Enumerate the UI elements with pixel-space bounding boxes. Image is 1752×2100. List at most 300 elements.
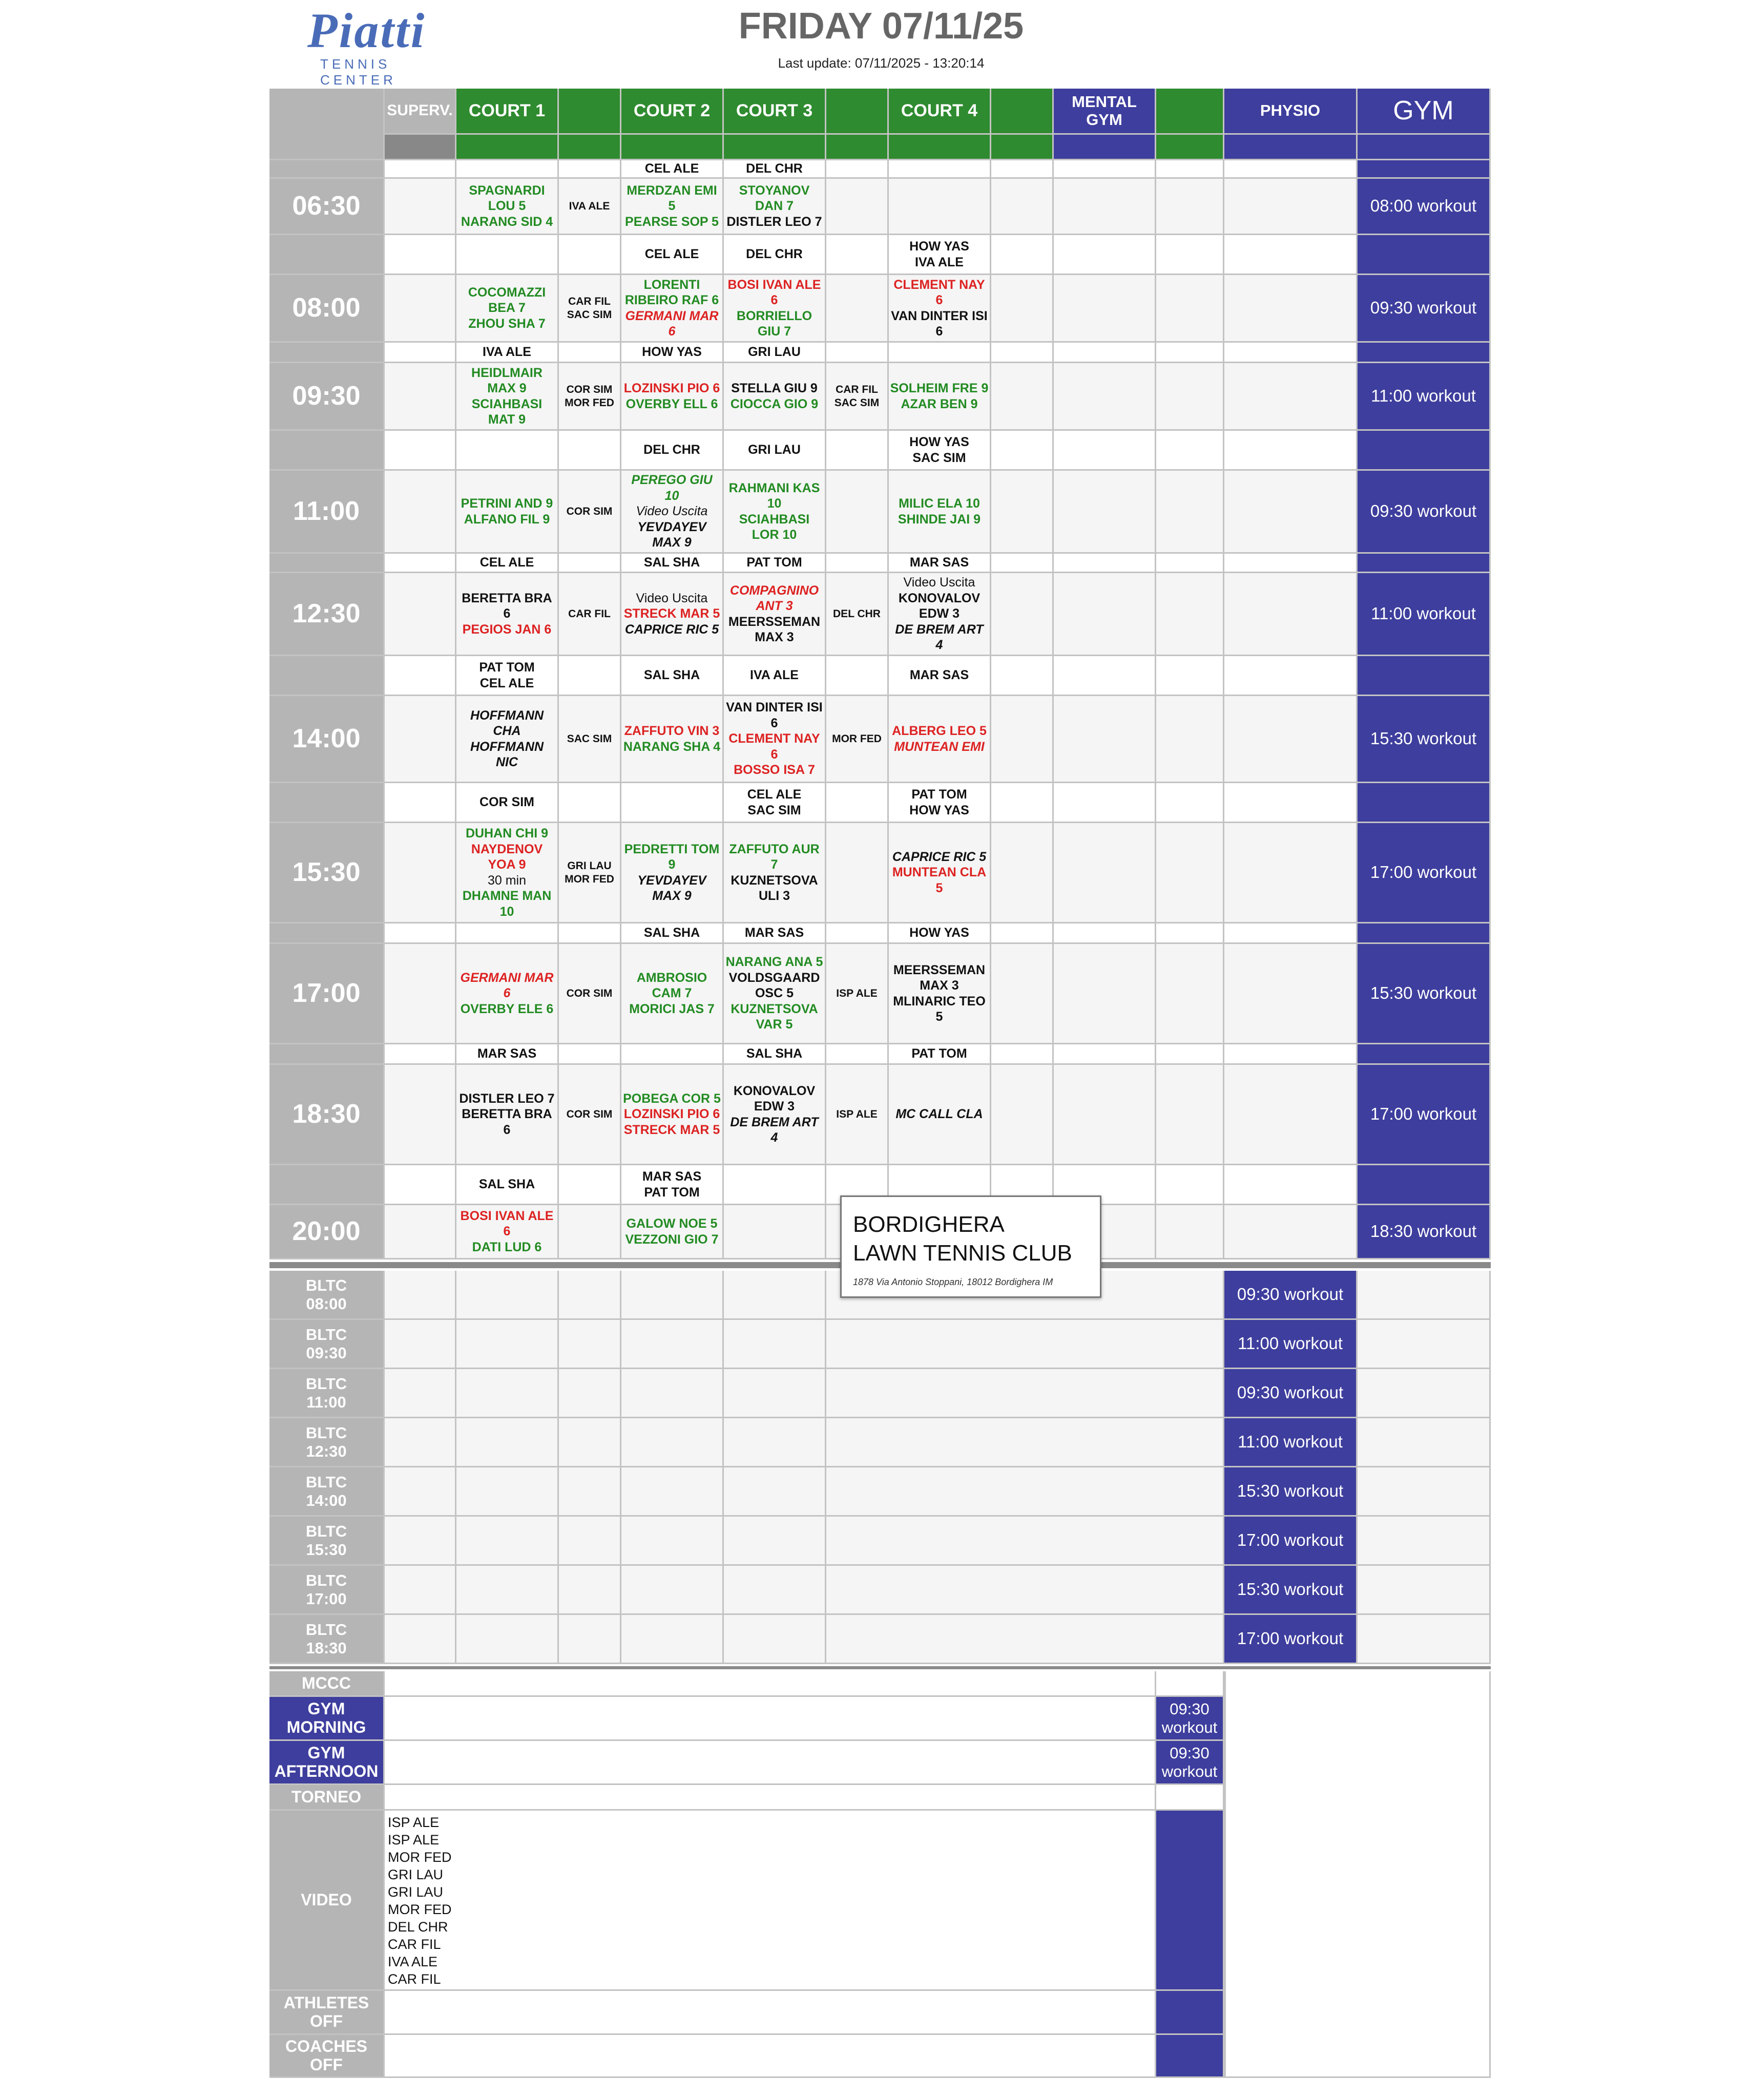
player: STOYANOV DAN 7 (739, 183, 810, 214)
cell (724, 1271, 826, 1320)
court3-cell[interactable] (724, 471, 826, 554)
coach-cell[interactable]: CAR FIL (559, 573, 621, 656)
physio-cell (1224, 573, 1358, 656)
bltc-physio-workout[interactable]: 11:00 workout (1224, 1418, 1358, 1467)
player: CAPRICE RIC 5 (624, 622, 719, 637)
court3-cell[interactable] (724, 1205, 826, 1259)
coach-cell[interactable]: PAT TOM (724, 554, 826, 573)
gym-workout[interactable]: 11:00 workout (1358, 363, 1491, 431)
bltc-time-label (269, 1566, 385, 1615)
player: AZAR BEN 9 (901, 396, 978, 411)
coach-cell[interactable]: DEL CHR (826, 573, 889, 656)
coach-cell[interactable] (559, 363, 621, 431)
court1-cell[interactable] (456, 471, 559, 554)
coach-cell[interactable] (559, 275, 621, 343)
cell (991, 235, 1054, 275)
court3-cell[interactable] (724, 179, 826, 235)
court4-cell[interactable] (889, 944, 991, 1044)
player: MORICI JAS 7 (629, 1001, 715, 1016)
coaches-off-side-cell (1156, 2035, 1224, 2078)
player: MEERSSEMAN MAX 3 (728, 614, 821, 644)
coach-cell[interactable] (889, 235, 991, 275)
player: SPAGNARDI LOU 5 (469, 183, 545, 214)
gym-afternoon-workout[interactable]: 09:30 workout (1156, 1741, 1224, 1785)
court2-cell[interactable] (621, 1205, 724, 1259)
bltc-physio-workout[interactable]: 09:30 workout (1224, 1369, 1358, 1418)
gym-cell (1358, 656, 1491, 696)
cell (889, 343, 991, 363)
player: SCIAHBASI LOR 10 (739, 512, 810, 542)
court3-cell[interactable] (724, 823, 826, 923)
cell (1054, 554, 1156, 573)
bltc-wide-cell (826, 1615, 1224, 1664)
coach-cell[interactable]: IVA ALE (724, 656, 826, 696)
mccc-label: MCCC (269, 1671, 385, 1697)
physio-cell (1224, 471, 1358, 554)
court2-cell[interactable] (621, 1065, 724, 1165)
bltc-physio-workout[interactable]: 09:30 workout (1224, 1271, 1358, 1320)
cell (1358, 1418, 1491, 1467)
cell (1156, 923, 1224, 944)
cell (1054, 1044, 1156, 1065)
physio-cell (1224, 1065, 1358, 1165)
coach-cell[interactable]: HOW YAS (889, 923, 991, 944)
cell (456, 235, 559, 275)
cell (1156, 696, 1224, 783)
logo-wordmark: Piatti (307, 3, 426, 58)
player: COCOMAZZI BEA 7 (468, 285, 546, 316)
coach-cell[interactable]: GRI LAU (724, 343, 826, 363)
bltc-info-popup[interactable] (840, 1195, 1101, 1298)
gym-workout[interactable]: 17:00 workout (1358, 823, 1491, 923)
coach-cell[interactable]: DEL CHR (621, 431, 724, 471)
player: COMPAGNINO ANT 3 (729, 583, 819, 613)
cell (559, 1418, 621, 1467)
coach-cell[interactable] (559, 823, 621, 923)
superv-cell (385, 179, 456, 235)
gym-workout[interactable]: 18:30 workout (1358, 1205, 1491, 1259)
coach-cell[interactable]: DEL CHR (724, 235, 826, 275)
bltc-time: 15:30 (306, 1540, 347, 1559)
cell (621, 783, 724, 823)
cell (1156, 1205, 1224, 1259)
coach-cell[interactable]: PAT TOM (889, 1044, 991, 1065)
torneo-cell[interactable] (385, 1785, 1156, 1811)
superv-cell (385, 573, 456, 656)
cell (559, 1615, 621, 1664)
cell (385, 1418, 456, 1467)
coach: MAR SAS (642, 1169, 702, 1184)
cell (559, 1271, 621, 1320)
cell (385, 1517, 456, 1566)
popup-title-line1: BORDIGHERA (853, 1212, 1005, 1237)
popup-address: 1878 Via Antonio Stoppani, 18012 Bordighera IM (853, 1277, 1053, 1287)
bltc-label: BLTC (305, 1571, 347, 1589)
subheader-court3-coach (826, 135, 889, 160)
cell (621, 1418, 724, 1467)
cell (385, 554, 456, 573)
court4-cell[interactable] (889, 471, 991, 554)
superv-cell (385, 363, 456, 431)
gym-morning-label: GYM MORNING (269, 1697, 385, 1741)
cell (385, 1566, 456, 1615)
coach-cell[interactable]: ISP ALE (826, 1065, 889, 1165)
cell (1358, 1271, 1491, 1320)
cell (1054, 696, 1156, 783)
coach-cell[interactable]: DEL CHR (724, 160, 826, 179)
gym-cell (1358, 235, 1491, 275)
court1-cell[interactable] (456, 179, 559, 235)
coach: SAC SIM (912, 450, 966, 465)
coach-cell[interactable] (826, 363, 889, 431)
time-label-blank (269, 431, 385, 471)
gym-workout[interactable]: 15:30 workout (1358, 944, 1491, 1044)
coach-cell[interactable]: COR SIM (559, 944, 621, 1044)
bltc-physio-workout[interactable]: 15:30 workout (1224, 1566, 1358, 1615)
cell (1156, 1065, 1224, 1165)
time-label-blank (269, 1044, 385, 1065)
video-item: DEL CHR (388, 1919, 448, 1935)
coach-cell[interactable] (889, 783, 991, 823)
court1-cell[interactable] (456, 944, 559, 1044)
gym-cell (1358, 1165, 1491, 1205)
court3-cell[interactable] (724, 944, 826, 1044)
player: OVERBY ELE 6 (460, 1001, 554, 1016)
coach-cell[interactable] (456, 656, 559, 696)
cell (385, 783, 456, 823)
cell (1054, 944, 1156, 1044)
court2-cell[interactable] (621, 823, 724, 923)
bltc-time-label (269, 1418, 385, 1467)
player: PEDRETTI TOM 9 (624, 842, 720, 872)
player: DHAMNE MAN 10 (462, 889, 552, 919)
time-label-blank (269, 343, 385, 363)
gym-morning-workout[interactable]: 09:30 workout (1156, 1697, 1224, 1741)
player: KONOVALOV EDW 3 (733, 1083, 816, 1114)
time-label: 17:00 (269, 944, 385, 1044)
coach-cell[interactable]: SAL SHA (724, 1044, 826, 1065)
court1-cell[interactable] (456, 696, 559, 783)
player: DE BREM ART 4 (895, 622, 984, 653)
cell (559, 783, 621, 823)
cell (991, 343, 1054, 363)
court2-cell[interactable] (621, 573, 724, 656)
bltc-label: BLTC (305, 1325, 347, 1343)
cell (1156, 554, 1224, 573)
player: KUZNETSOVA VAR 5 (731, 1001, 818, 1032)
court2-cell[interactable] (621, 179, 724, 235)
gym-workout[interactable]: 09:30 workout (1358, 275, 1491, 343)
court1-cell[interactable] (456, 573, 559, 656)
court1-cell[interactable] (456, 1205, 559, 1259)
court3-cell[interactable] (724, 275, 826, 343)
video-item: CAR FIL (388, 1937, 441, 1952)
court4-cell[interactable] (889, 275, 991, 343)
time-label: 12:30 (269, 573, 385, 656)
cell (621, 1044, 724, 1065)
coach: GRI LAU (567, 859, 612, 872)
coach-cell[interactable]: SAC SIM (559, 696, 621, 783)
bltc-physio-workout[interactable]: 11:00 workout (1224, 1320, 1358, 1369)
superv-cell (385, 471, 456, 554)
cell (1156, 1165, 1224, 1205)
coach: CEL ALE (479, 676, 534, 690)
player: SHINDE JAI 9 (898, 512, 981, 527)
coach-cell[interactable]: CEL ALE (621, 235, 724, 275)
court1-cell[interactable] (456, 823, 559, 923)
bltc-wide-cell (826, 1418, 1224, 1467)
coach-cell[interactable] (621, 1165, 724, 1205)
court4-cell[interactable]: MC CALL CLA (889, 1065, 991, 1165)
bltc-label: BLTC (305, 1620, 347, 1639)
cell (1224, 923, 1358, 944)
video-list[interactable] (385, 1811, 1156, 1991)
coach-cell[interactable]: MAR SAS (889, 554, 991, 573)
player: DE BREM ART 4 (730, 1115, 819, 1145)
coach-cell[interactable]: CEL ALE (456, 554, 559, 573)
cell (991, 1065, 1054, 1165)
coach-cell[interactable]: MAR SAS (724, 923, 826, 944)
coach-cell[interactable]: SAL SHA (621, 923, 724, 944)
time-label-blank (269, 160, 385, 179)
cell (1224, 235, 1358, 275)
gym-workout[interactable]: 17:00 workout (1358, 1065, 1491, 1165)
court2-cell[interactable] (621, 944, 724, 1044)
cell (621, 1320, 724, 1369)
superv-cell (385, 1205, 456, 1259)
video-item: GRI LAU (388, 1867, 444, 1882)
coaches-off-cell[interactable] (385, 2035, 1156, 2078)
coach: PAT TOM (479, 660, 535, 675)
cell (826, 1044, 889, 1065)
court1-cell[interactable] (456, 1065, 559, 1165)
cell (724, 1566, 826, 1615)
player: CAPRICE RIC 5 (892, 849, 987, 864)
subheader-court2 (621, 135, 724, 160)
cell (889, 160, 991, 179)
mccc-side-cell (1156, 1671, 1224, 1697)
player: BOSSO ISA 7 (734, 763, 815, 778)
gym-workout[interactable]: 15:30 workout (1358, 696, 1491, 783)
bltc-physio-workout[interactable]: 17:00 workout (1224, 1615, 1358, 1664)
coach-cell[interactable]: GRI LAU (724, 431, 826, 471)
cell (456, 923, 559, 944)
superv-cell (385, 823, 456, 923)
player: CLEMENT NAY 6 (893, 277, 985, 307)
subheader-physio (1224, 135, 1358, 160)
cell (991, 656, 1054, 696)
coach-cell[interactable]: SAL SHA (621, 656, 724, 696)
cell (826, 431, 889, 471)
court3-cell[interactable] (724, 1065, 826, 1165)
cell (826, 343, 889, 363)
cell (1054, 179, 1156, 235)
header-superv: SUPERV. (385, 89, 456, 135)
court4-cell[interactable] (889, 179, 991, 235)
cell (456, 431, 559, 471)
gym-afternoon-cell[interactable] (385, 1741, 1156, 1785)
bltc-time: 08:00 (306, 1294, 347, 1313)
court4-cell[interactable] (889, 696, 991, 783)
physio-cell (1224, 363, 1358, 431)
bltc-time-label (269, 1320, 385, 1369)
gym-workout[interactable]: 08:00 workout (1358, 179, 1491, 235)
cell (1358, 1369, 1491, 1418)
cell (385, 160, 456, 179)
time-label-blank (269, 656, 385, 696)
player: BERETTA BRA 6 (462, 1107, 552, 1137)
gym-workout[interactable]: 11:00 workout (1358, 573, 1491, 656)
header-court1: COURT 1 (456, 89, 559, 135)
player: ZHOU SHA 7 (468, 316, 546, 331)
cell (1156, 160, 1224, 179)
coach-cell[interactable]: IVA ALE (456, 343, 559, 363)
subheader-mental (1054, 135, 1156, 160)
header-mental-gym: MENTAL GYM (1054, 89, 1156, 135)
video-item: IVA ALE (388, 1954, 438, 1969)
coach-cell[interactable]: MAR SAS (889, 656, 991, 696)
coach-cell[interactable]: COR SIM (559, 471, 621, 554)
cell (724, 1467, 826, 1517)
cell (991, 471, 1054, 554)
player: KONOVALOV EDW 3 (898, 591, 981, 621)
cell (1054, 343, 1156, 363)
coach-cell[interactable]: HOW YAS (621, 343, 724, 363)
court2-cell[interactable] (621, 275, 724, 343)
cell (991, 179, 1054, 235)
athletes-off-cell[interactable] (385, 1991, 1156, 2035)
coach-cell[interactable] (889, 431, 991, 471)
coach-cell[interactable]: MAR SAS (456, 1044, 559, 1065)
player: KUZNETSOVA ULI 3 (731, 873, 818, 903)
cell (385, 656, 456, 696)
bltc-label: BLTC (305, 1522, 347, 1540)
cell (724, 1165, 826, 1205)
gym-workout[interactable]: 09:30 workout (1358, 471, 1491, 554)
player: MUNTEAN CLA 5 (892, 865, 987, 895)
cell (559, 656, 621, 696)
player: PEARSE SOP 5 (625, 214, 719, 229)
bltc-physio-workout[interactable]: 15:30 workout (1224, 1467, 1358, 1517)
superv-cell (385, 1065, 456, 1165)
cell (1224, 1165, 1358, 1205)
bltc-label: BLTC (305, 1423, 347, 1442)
video-item: MOR FED (388, 1902, 452, 1917)
header-court4-coach (991, 89, 1054, 135)
cell (1156, 1044, 1224, 1065)
gym-cell (1358, 783, 1491, 823)
court2-cell[interactable] (621, 696, 724, 783)
bltc-wide-cell (826, 1320, 1224, 1369)
court4-cell[interactable] (889, 823, 991, 923)
bltc-physio-workout[interactable]: 17:00 workout (1224, 1517, 1358, 1566)
time-label: 06:30 (269, 179, 385, 235)
player: PEREGO GIU 10 (631, 473, 713, 503)
cell (826, 656, 889, 696)
piatti-logo (307, 3, 466, 88)
court1-cell[interactable] (456, 275, 559, 343)
header-physio: PHYSIO (1224, 89, 1358, 135)
cell (1358, 1615, 1491, 1664)
bltc-wide-cell (826, 1517, 1224, 1566)
cell (1156, 944, 1224, 1044)
court4-cell[interactable] (889, 573, 991, 656)
mccc-cell[interactable] (385, 1671, 1156, 1697)
logo-subtitle: TENNIS CENTER (320, 56, 397, 88)
coach-cell[interactable]: ISP ALE (826, 944, 889, 1044)
coach-cell[interactable]: CEL ALE (621, 160, 724, 179)
cell (1054, 656, 1156, 696)
cell (559, 1566, 621, 1615)
coach: MOR FED (565, 873, 614, 885)
note: 30 min (487, 873, 527, 888)
court3-cell[interactable] (724, 573, 826, 656)
time-label: 18:30 (269, 1065, 385, 1165)
coach: CEL ALE (747, 787, 802, 802)
court1-cell[interactable] (456, 363, 559, 431)
player: LORENTI RIBEIRO RAF 6 (624, 277, 719, 307)
coach-cell[interactable]: COR SIM (559, 1065, 621, 1165)
bltc-time: 18:30 (306, 1639, 347, 1657)
coach-cell[interactable]: COR SIM (456, 783, 559, 823)
cell (385, 1369, 456, 1418)
cell (1156, 275, 1224, 343)
cell (1054, 823, 1156, 923)
cell (456, 1467, 559, 1517)
cell (1224, 656, 1358, 696)
cell (1224, 431, 1358, 471)
time-label-blank (269, 1165, 385, 1205)
player: ZAFFUTO VIN 3 (624, 724, 720, 738)
video-item: ISP ALE (388, 1815, 440, 1830)
coach-cell[interactable]: SAL SHA (621, 554, 724, 573)
player: NARANG SHA 4 (623, 739, 721, 754)
physio-cell (1224, 275, 1358, 343)
coach-cell[interactable] (724, 783, 826, 823)
cell (456, 1418, 559, 1467)
player: MILIC ELA 10 (899, 496, 980, 511)
court4-cell[interactable] (889, 363, 991, 431)
coach-cell[interactable]: SAL SHA (456, 1165, 559, 1205)
court2-cell[interactable] (621, 471, 724, 554)
player: GERMANI MAR 6 (625, 308, 719, 339)
coach: MOR FED (565, 396, 614, 409)
time-label-blank (269, 923, 385, 944)
physio-cell (1224, 696, 1358, 783)
bltc-label: BLTC (305, 1374, 347, 1393)
court2-cell[interactable] (621, 363, 724, 431)
header-corner (269, 89, 385, 160)
cell (991, 363, 1054, 431)
popup-title-line2: LAWN TENNIS CLUB (853, 1241, 1072, 1266)
court3-cell[interactable] (724, 696, 826, 783)
cell (385, 235, 456, 275)
coach-cell[interactable]: IVA ALE (559, 179, 621, 235)
bltc-time-label (269, 1615, 385, 1664)
cell (991, 160, 1054, 179)
video-label: VIDEO (269, 1811, 385, 1991)
bltc-wide-cell (826, 1566, 1224, 1615)
player: STELLA GIU 9 (731, 381, 818, 395)
gym-morning-cell[interactable] (385, 1697, 1156, 1741)
player: YEVDAYEV MAX 9 (637, 519, 706, 550)
cell (991, 554, 1054, 573)
coach-cell[interactable]: MOR FED (826, 696, 889, 783)
cell (1156, 179, 1224, 235)
coach: SAC SIM (567, 308, 612, 321)
cell (1224, 783, 1358, 823)
court3-cell[interactable] (724, 363, 826, 431)
